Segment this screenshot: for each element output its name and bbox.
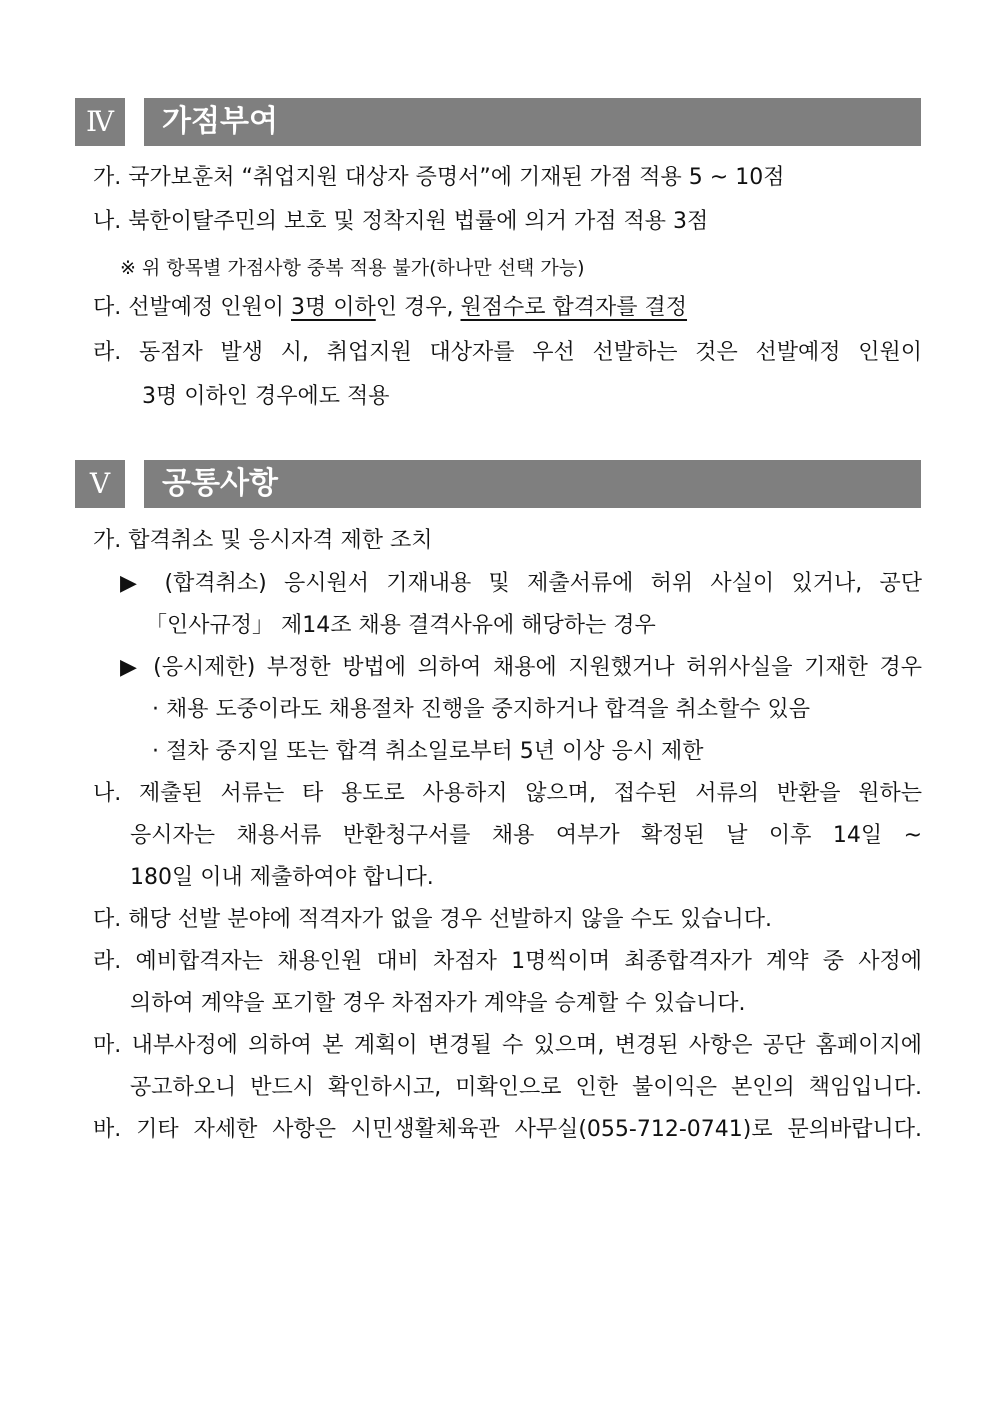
s5-item-ga: 가. 합격취소 및 응시자격 제한 조치: [93, 528, 433, 553]
section-4-number: Ⅳ: [75, 98, 125, 146]
s4-item-da: [93, 292, 687, 324]
s5-bullet-2: ▶ (응시제한) 부정한 방법에 의하여 채용에 지원했거나 허위사실을 기재한 경우: [120, 655, 922, 680]
s4-item-ra-line1: 라. 동점자 발생 시, 취업지원 대상자를 우선 선발하는 것은 선발예정 인원이: [93, 340, 922, 365]
section-4-header: [75, 98, 921, 146]
s4-da-underline-1: 3명 이하: [291, 295, 376, 320]
s5-dot-1: · 채용 도중이라도 채용절차 진행을 중지하거나 합격을 취소할수 있음: [152, 697, 810, 722]
s4-item-ra-line2: 3명 이하인 경우에도 적용: [142, 384, 390, 409]
s5-item-na-line1: 나. 제출된 서류는 타 용도로 사용하지 않으며, 접수된 서류의 반환을 원하는: [93, 781, 922, 806]
s5-item-ba: 바. 기타 자세한 사항은 시민생활체육관 사무실(055-712-0741)로 문의바랍니다.: [93, 1117, 922, 1142]
s5-item-na-line3: 180일 이내 제출하여야 합니다.: [130, 865, 434, 890]
s5-item-ma-line2: 공고하오니 반드시 확인하시고, 미확인으로 인한 불이익은 본인의 책임입니다.: [130, 1075, 922, 1100]
section-5-number: Ⅴ: [75, 460, 125, 508]
s5-item-ra-line1: 라. 예비합격자는 채용인원 대비 차점자 1명씩이며 최종합격자가 계약 중 사정에: [93, 949, 922, 974]
s5-item-na-line2: 응시자는 채용서류 반환청구서를 채용 여부가 확정된 날 이후 14일 ~: [130, 823, 922, 848]
section-5-title: 공통사항: [144, 460, 921, 508]
s5-item-ma-line1: 마. 내부사정에 의하여 본 계획이 변경될 수 있으며, 변경된 사항은 공단 홈페이지에: [93, 1033, 922, 1058]
s4-note: ※ 위 항목별 가점사항 중복 적용 불가(하나만 선택 가능): [120, 257, 585, 279]
s4-da-underline-2: 원점수로 합격자를 결정: [460, 295, 688, 320]
s4-da-prefix: 다. 선발예정 인원이: [93, 295, 291, 320]
s4-da-middle: 인 경우,: [375, 295, 461, 320]
s5-dot-2: · 절차 중지일 또는 합격 취소일로부터 5년 이상 응시 제한: [152, 739, 704, 764]
section-4-title: 가점부여: [144, 98, 921, 146]
s4-item-na: 나. 북한이탈주민의 보호 및 정착지원 법률에 의거 가점 적용 3점: [93, 209, 709, 234]
s5-bullet-1-line2: 「인사규정」 제14조 채용 결격사유에 해당하는 경우: [145, 613, 656, 638]
s5-bullet-1-line1: ▶ (합격취소) 응시원서 기재내용 및 제출서류에 허위 사실이 있거나, 공단: [120, 571, 922, 596]
s5-item-da: 다. 해당 선발 분야에 적격자가 없을 경우 선발하지 않을 수도 있습니다.: [93, 907, 772, 932]
section-5-header: [75, 460, 921, 508]
s4-item-ga: 가. 국가보훈처 “취업지원 대상자 증명서”에 기재된 가점 적용 5 ~ 10점: [93, 165, 785, 190]
s5-item-ra-line2: 의하여 계약을 포기할 경우 차점자가 계약을 승계할 수 있습니다.: [130, 991, 746, 1016]
